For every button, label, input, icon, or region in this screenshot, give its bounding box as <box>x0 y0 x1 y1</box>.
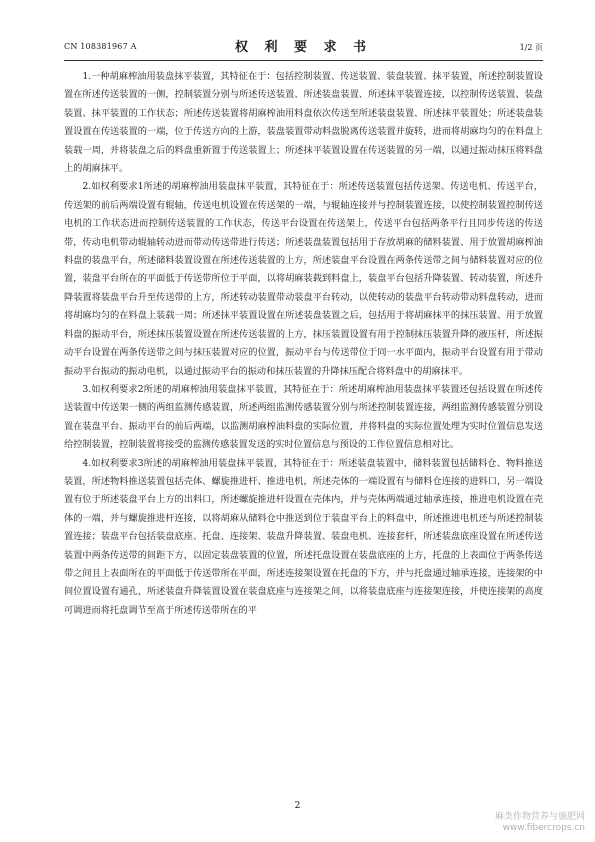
watermark-name: 麻类作物营养与施肥网 <box>494 812 585 822</box>
page-count: 1/2 页 <box>519 43 543 52</box>
page-title: 权 利 要 求 书 <box>234 40 373 55</box>
page-number: 2 <box>294 801 301 811</box>
document-number: CN 108381967 A <box>64 42 137 51</box>
header-rule <box>64 60 543 61</box>
claim-3: 3.如权利要求2所述的胡麻榨油用装盘抹平装置，其特征在于：所述胡麻榨油用装盘抹平装置还包括设置在所述传送装置中传送架一侧的两组监测传感装置，所述两组监测传感装置分别与所述控制装置连接，两组监测传感装置分别设置在装盘平台、振动平台的前后两端，以监测胡麻榨油料盘的实际位置，并将料盘的实际位置处理为实时位置信息发送给控制装置，控制装置将接受的监测传感装置发送的实时位置信息与预设的工作位置信息相对比。 <box>64 383 543 451</box>
claims-body <box>64 68 543 620</box>
claim-4: 4.如权利要求3所述的胡麻榨油用装盘抹平装置，其特征在于：所述装盘装置中，储料装置包括储料仓、物料推送装置，所述物料推送装置包括壳体、螺旋推进杆、推进电机，所述壳体的一端设置有与储料仓连接的进料口，另一端设置有位于所述装盘平台上方的出料口，所述螺旋推进杆设置在壳体内，并与壳体两端通过轴承连接，推进电机设置在壳体的一端，并与螺旋推进杆连接，以将胡麻从储料仓中推送到位于装盘平台上的料盘中，所述推进电机还与所述控制装置连接；装盘平台包括装盘底座、托盘、连接架、装盘升降装置、装盘电机、连接套杆，所述装盘底座设置在所述传送装置中两条传送带的间距下方，以固定装盘装置的位置，所述托盘设置在装盘底座的上方，托盘的上表面位于两条传送带之间且上表面所在的平面低于传送带所在平面，所述连接架设置在托盘的下方，并与托盘通过轴承连接，连接架的中间位置设置有通孔，所述装盘升降装置设置在装盘底座与连接架之间，以将装盘底座与连接架连接，并使连接架的高度可调进而将托盘调节至高于所述传送带所在的平 <box>64 457 543 616</box>
watermark-url: www.fibercrops.cn <box>502 823 585 833</box>
claim-2: 2.如权利要求1所述的胡麻榨油用装盘抹平装置，其特征在于：所述传送装置包括传送架、传送电机、传送平台，传送架的前后两端设置有辊轴，传送电机设置在传送架的一端，与辊轴连接并与控制装置连接，以使控制装置控制传送电机的工作状态进而控制传送装置的工作状态，传送平台设置在传送架上，传送平台包括两条平行且同步传送的传送带，传动电机带动辊轴转动进而带动传送带进行传送；所述装盘装置包括用于存放胡麻的储料装置、用于放置胡麻榨油料盘的装盘平台，所述储料装置设置在所述传送装置的上方，所述装盘平台设置在两条传送带之间与储料装置对应的位置，装盘平台所在的平面低于传送带所位于平面，以将胡麻装载到料盘上，装盘平台包括升降装置、转动装置，所述升降装置将装盘平台升至传送带的上方，所述转动装置带动装盘平台转动，以使转动的装盘平台转动带动料盘转动，进而将胡麻均匀的在料盘上装载一周；所述抹平装置设置在所述装盘装置之后，包括用于将胡麻抹平的抹压装置、用于放置料盘的振动平台，所述抹压装置设置在所述传送装置的上方，抹压装置设置有用于控制抹压装置升降的液压杆，所述振动平台设置在两条传送带之间与抹压装置对应的位置，振动平台与传送带位于同一水平面内，振动平台设置有用于带动振动平台振动的振动电机，以通过振动平台的振动和抹压装置的升降抹压配合将料盘中的胡麻抹平。 <box>64 181 543 377</box>
watermark <box>495 812 585 834</box>
page-header <box>64 36 543 58</box>
claim-1: 1.一种胡麻榨油用装盘抹平装置，其特征在于：包括控制装置、传送装置、装盘装置、抹平装置，所述控制装置设置在所述传送装置的一侧，控制装置分别与所述传送装置、所述装盘装置、所述抹平装置连接，以控制传送装置、装盘装置、抹平装置的工作状态；所述传送装置将胡麻榨油用料盘依次传送至所述装盘装置、所述抹平装置处；所述装盘装置设置在传送装置的一端，位于传送方向的上游，装盘装置带动料盘脱离传送装置并旋转，进而将胡麻均匀的在料盘上装载一周，并将装盘之后的料盘重新置于传送装置上；所述抹平装置设置在传送装置的另一端，以通过振动抹压将料盘上的胡麻抹平。 <box>64 71 543 175</box>
